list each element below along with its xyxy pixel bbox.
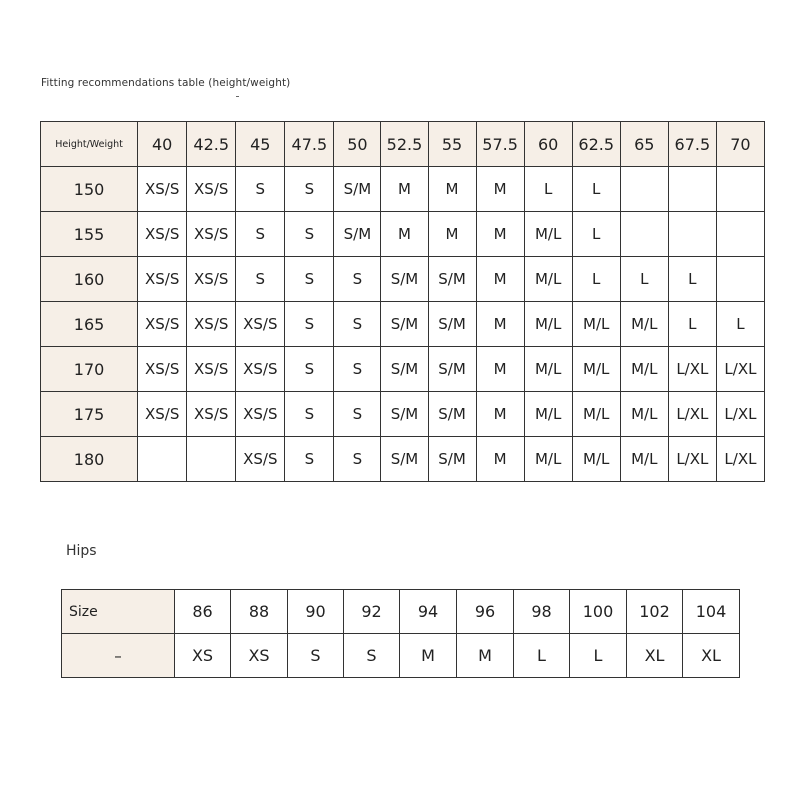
weight-header-cell: 70 <box>716 122 764 167</box>
size-cell: M/L <box>524 392 572 437</box>
hip-size-cell: L <box>514 634 570 678</box>
size-cell: XS/S <box>138 212 187 257</box>
size-cell: L <box>716 302 764 347</box>
size-cell: M <box>476 212 524 257</box>
size-cell: L/XL <box>668 437 716 482</box>
hips-size-table <box>61 589 740 678</box>
hip-measurement-cell: 98 <box>514 590 570 634</box>
size-cell: S/M <box>428 437 476 482</box>
size-cell: L/XL <box>716 392 764 437</box>
size-cell: L <box>668 257 716 302</box>
size-cell: S/M <box>381 347 428 392</box>
size-cell: M <box>476 392 524 437</box>
hip-measurement-cell: 88 <box>231 590 288 634</box>
corner-header-cell: Height/Weight <box>41 122 138 167</box>
size-cell: M <box>381 212 428 257</box>
size-cell: S <box>236 257 285 302</box>
fitting-recommendations-table <box>40 121 765 482</box>
size-cell: L <box>668 302 716 347</box>
size-cell <box>620 167 668 212</box>
hips-section-label: Hips <box>66 543 97 559</box>
size-cell: XS/S <box>236 302 285 347</box>
size-cell <box>620 212 668 257</box>
size-cell: S/M <box>334 212 381 257</box>
size-cell: S/M <box>428 257 476 302</box>
size-cell: L/XL <box>668 347 716 392</box>
size-cell <box>138 437 187 482</box>
size-cell: S <box>334 302 381 347</box>
hip-measurement-cell: 86 <box>175 590 231 634</box>
size-cell: S/M <box>428 347 476 392</box>
size-cell: M <box>476 437 524 482</box>
size-cell: M/L <box>572 392 620 437</box>
weight-header-cell: 42.5 <box>187 122 236 167</box>
size-cell: L/XL <box>668 392 716 437</box>
size-cell: S/M <box>428 392 476 437</box>
table-row <box>41 437 765 482</box>
size-cell: XS/S <box>236 347 285 392</box>
size-cell: S <box>285 167 334 212</box>
size-cell <box>187 437 236 482</box>
weight-header-cell: 62.5 <box>572 122 620 167</box>
height-header-cell: 165 <box>41 302 138 347</box>
size-cell: L/XL <box>716 347 764 392</box>
size-cell: S <box>334 347 381 392</box>
hip-size-cell: S <box>288 634 344 678</box>
size-cell: S/M <box>428 302 476 347</box>
size-cell: M <box>476 347 524 392</box>
hip-size-cell: L <box>570 634 627 678</box>
weight-header-cell: 47.5 <box>285 122 334 167</box>
size-cell: M <box>428 212 476 257</box>
height-header-cell: 170 <box>41 347 138 392</box>
weight-header-cell: 65 <box>620 122 668 167</box>
hip-measurement-cell: 100 <box>570 590 627 634</box>
weight-header-cell: 60 <box>524 122 572 167</box>
size-cell: S <box>334 257 381 302</box>
size-cell: XS/S <box>138 257 187 302</box>
weight-header-cell: 52.5 <box>381 122 428 167</box>
hip-size-cell: M <box>400 634 457 678</box>
size-cell: M <box>476 257 524 302</box>
size-cell <box>668 212 716 257</box>
size-cell: L <box>572 257 620 302</box>
size-cell: L <box>572 167 620 212</box>
size-cell: XS/S <box>187 302 236 347</box>
size-cell: XS/S <box>138 392 187 437</box>
size-cell: M <box>476 167 524 212</box>
size-cell: S <box>285 212 334 257</box>
height-header-cell: 150 <box>41 167 138 212</box>
hips-size-row <box>62 634 740 678</box>
size-cell: M/L <box>620 302 668 347</box>
size-cell: S/M <box>381 392 428 437</box>
size-cell: S/M <box>381 257 428 302</box>
size-cell: S <box>285 347 334 392</box>
hip-measurement-cell: 90 <box>288 590 344 634</box>
hips-measurement-row <box>62 590 740 634</box>
fitting-table-title: Fitting recommendations table (height/weight) <box>41 77 291 89</box>
size-cell: S/M <box>381 302 428 347</box>
size-cell: M/L <box>620 437 668 482</box>
table-row <box>41 302 765 347</box>
weight-header-cell: 45 <box>236 122 285 167</box>
table-row <box>41 167 765 212</box>
size-cell: XS/S <box>138 347 187 392</box>
table-row <box>41 212 765 257</box>
weight-header-cell: 57.5 <box>476 122 524 167</box>
size-cell: M/L <box>524 437 572 482</box>
table-row <box>41 347 765 392</box>
size-cell: M/L <box>524 302 572 347</box>
table-row <box>41 257 765 302</box>
size-cell: M/L <box>620 347 668 392</box>
header-row <box>41 122 765 167</box>
size-cell: M/L <box>524 347 572 392</box>
size-cell: S/M <box>381 437 428 482</box>
hip-size-cell: S <box>344 634 400 678</box>
size-cell <box>716 167 764 212</box>
size-cell: S <box>285 257 334 302</box>
hip-measurement-cell: 96 <box>457 590 514 634</box>
hip-size-cell: XS <box>231 634 288 678</box>
size-cell: M/L <box>572 347 620 392</box>
size-cell: L <box>572 212 620 257</box>
size-cell: L/XL <box>716 437 764 482</box>
size-cell <box>716 212 764 257</box>
hip-measurement-cell: 104 <box>683 590 740 634</box>
size-cell: L <box>524 167 572 212</box>
size-cell: XS/S <box>187 392 236 437</box>
size-cell: S <box>334 392 381 437</box>
size-cell: L <box>620 257 668 302</box>
size-cell: S <box>236 212 285 257</box>
weight-header-cell: 67.5 <box>668 122 716 167</box>
size-cell <box>716 257 764 302</box>
size-cell: S <box>285 437 334 482</box>
table-row <box>41 392 765 437</box>
weight-header-cell: 55 <box>428 122 476 167</box>
size-cell: XS/S <box>236 437 285 482</box>
title-underline-mark <box>236 96 239 97</box>
size-cell: XS/S <box>138 167 187 212</box>
size-cell: XS/S <box>138 302 187 347</box>
weight-header-cell: 40 <box>138 122 187 167</box>
hip-size-cell: XS <box>175 634 231 678</box>
size-cell: M/L <box>524 257 572 302</box>
weight-header-cell: 50 <box>334 122 381 167</box>
size-cell: XS/S <box>187 212 236 257</box>
hip-size-cell: XL <box>627 634 683 678</box>
height-header-cell: 155 <box>41 212 138 257</box>
hip-size-cell: M <box>457 634 514 678</box>
size-cell <box>668 167 716 212</box>
size-cell: S <box>334 437 381 482</box>
size-cell: M <box>381 167 428 212</box>
size-cell: M/L <box>572 437 620 482</box>
hips-row-label-cell: – <box>62 634 175 678</box>
size-cell: XS/S <box>187 257 236 302</box>
size-cell: S/M <box>334 167 381 212</box>
size-cell: XS/S <box>187 347 236 392</box>
hip-measurement-cell: 92 <box>344 590 400 634</box>
size-cell: S <box>285 302 334 347</box>
size-cell: M <box>428 167 476 212</box>
size-header-cell: Size <box>62 590 175 634</box>
size-cell: M/L <box>572 302 620 347</box>
size-cell: M/L <box>524 212 572 257</box>
size-cell: XS/S <box>187 167 236 212</box>
hip-measurement-cell: 102 <box>627 590 683 634</box>
hip-size-cell: XL <box>683 634 740 678</box>
height-header-cell: 160 <box>41 257 138 302</box>
size-cell: M <box>476 302 524 347</box>
hip-measurement-cell: 94 <box>400 590 457 634</box>
height-header-cell: 175 <box>41 392 138 437</box>
size-cell: S <box>285 392 334 437</box>
height-header-cell: 180 <box>41 437 138 482</box>
size-cell: S <box>236 167 285 212</box>
size-cell: XS/S <box>236 392 285 437</box>
size-cell: M/L <box>620 392 668 437</box>
